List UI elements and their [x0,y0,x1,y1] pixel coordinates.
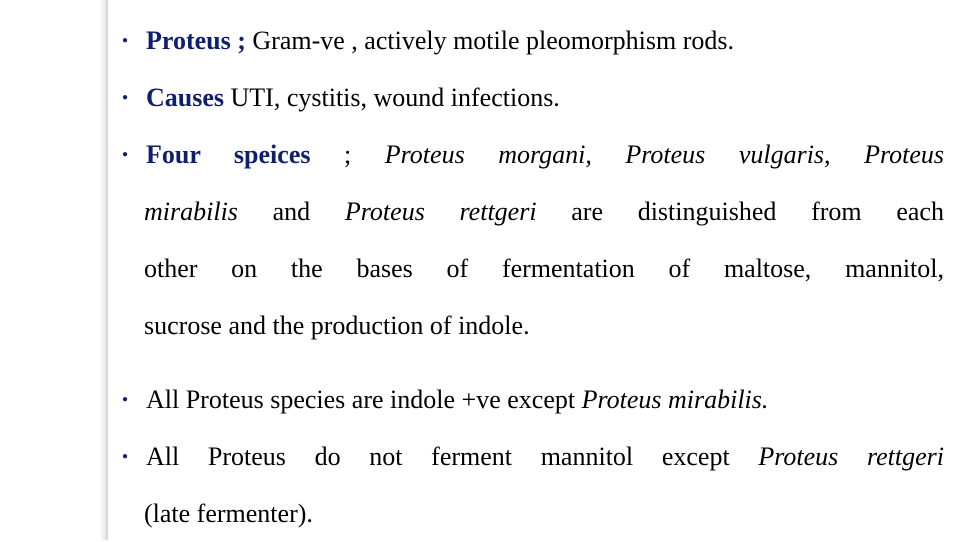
bullet-3-line-1 [122,126,944,183]
text-segment: Four speices [146,140,345,169]
bullet-item-1 [122,12,734,69]
text-segment: are distinguished from each [536,197,944,226]
bullet-item-5 [122,428,944,542]
text-segment: sucrose and the production of indole. [144,311,530,340]
text-segment: ; [344,140,385,169]
text-segment: mirabilis [144,197,238,226]
bullet-item-4 [122,371,768,428]
bullet-3-line-2 [122,183,944,240]
text-segment: Gram-ve , actively motile pleomorphism rods. [252,26,734,55]
bullet-3-line-4 [122,297,944,354]
text-segment: Proteus mirabilis. [581,385,769,414]
bullet-1-line-1 [122,12,734,69]
text-segment: All Proteus do not ferment mannitol except [146,442,759,471]
bullet-icon: ● [122,149,129,160]
bullet-3-line-3 [122,240,944,297]
bullet-icon: ● [122,35,129,46]
text-segment: Proteus ; [146,26,253,55]
text-segment: other on the bases of fermentation of maltose, mannitol, [144,254,944,283]
bullet-icon: ● [122,451,129,462]
text-segment: Proteus rettgeri [758,442,944,471]
text-segment: All Proteus species are indole +ve except [146,385,582,414]
text-segment: Proteus rettgeri [344,197,537,226]
text-segment: Proteus morgani, Proteus vulgaris, Proteus [384,140,944,169]
bullet-4-line-1 [122,371,768,428]
bullet-5-line-2 [122,485,944,542]
bullet-5-line-1 [122,428,944,485]
text-segment: Causes [146,83,231,112]
text-segment: (late fermenter). [144,499,313,528]
bullet-2-line-1 [122,69,560,126]
left-margin-strip [0,0,108,540]
text-segment: UTI, cystitis, wound infections. [230,83,560,112]
bullet-item-2 [122,69,560,126]
text-segment: and [237,197,345,226]
bullet-icon: ● [122,394,129,405]
left-margin-shadow [100,0,106,540]
bullet-icon: ● [122,92,129,103]
slide-content [122,0,944,540]
bullet-item-3 [122,126,944,354]
